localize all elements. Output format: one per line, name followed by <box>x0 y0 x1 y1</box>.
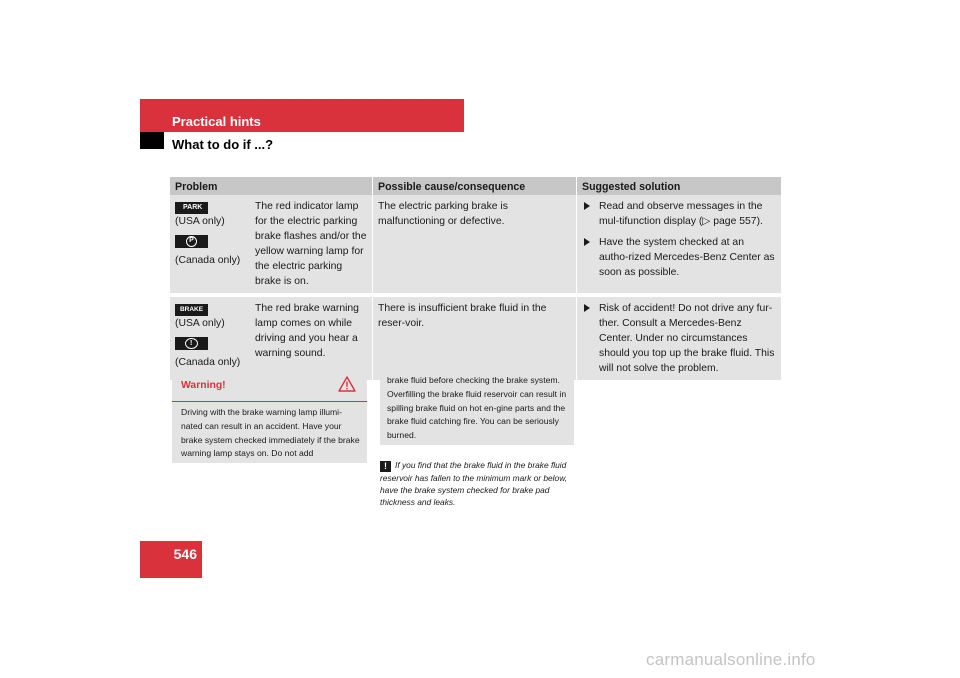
region-label: (Canada only) <box>175 255 241 266</box>
page-number: 546 <box>173 546 197 562</box>
region-label: (USA only) <box>175 318 225 329</box>
brake-warning-circle-icon: ! <box>175 337 208 350</box>
solution-item: Read and observe messages in the mul-tifunction display (▷ page 557). <box>582 199 776 229</box>
indicator-lamp-cell <box>170 195 250 293</box>
brake-lamp-icon: BRAKE <box>175 304 208 316</box>
table-header-row <box>170 177 781 195</box>
solution-cell <box>576 293 781 380</box>
caution-note-text: If you find that the brake fluid in the brake fluid reservoir has fallen to the minimum mark or below, have the brake system checked for brake pad thickness and leaks. <box>380 460 568 507</box>
warning-triangle-icon <box>338 376 356 392</box>
bullet-arrow-icon <box>584 202 590 210</box>
column-header-solution: Suggested solution <box>576 177 781 195</box>
bullet-arrow-icon <box>584 304 590 312</box>
indicator-lamp-cell <box>170 293 250 380</box>
region-label: (USA only) <box>175 216 225 227</box>
solution-item: Have the system checked at an autho-rized Mercedes-Benz Center as soon as possible. <box>582 235 776 280</box>
warning-title: Warning! <box>181 380 226 391</box>
warning-divider <box>172 401 367 402</box>
column-header-problem: Problem <box>170 177 372 195</box>
problem-cell: The red indicator lamp for the electric parking brake flashes and/or the yellow warning lamp for the electric parking brake is on. <box>250 195 372 293</box>
exclamation-icon: ! <box>380 461 391 472</box>
warning-box <box>172 369 367 463</box>
cause-cell: There is insufficient brake fluid in the reser-voir. <box>372 293 576 380</box>
table-row <box>170 293 781 380</box>
warning-continuation-box <box>380 368 574 445</box>
park-lamp-icon: PARK <box>175 202 208 214</box>
subsection-title: What to do if ...? <box>172 137 274 152</box>
problem-cell: The red brake warning lamp comes on while driving and you hear a warning sound. <box>250 293 372 380</box>
site-watermark: carmanualsonline.info <box>646 650 816 669</box>
table-row <box>170 195 781 293</box>
column-header-cause: Possible cause/consequence <box>372 177 576 195</box>
section-title: Practical hints <box>172 114 261 129</box>
header-tab-marker <box>140 132 164 149</box>
solution-cell <box>576 195 781 293</box>
problem-table <box>170 177 781 380</box>
warning-text: Driving with the brake warning lamp illumi-nated can result in an accident. Have your brake system checked immediately if the brake warning lamp stays on. Do not add <box>181 407 360 459</box>
cause-cell: The electric parking brake is malfunctioning or defective. <box>372 195 576 293</box>
caution-note <box>380 459 576 508</box>
solution-item: Risk of accident! Do not drive any fur-ther. Consult a Mercedes-Benz Center. Under no circumstances should you top up the brake fluid. This will not solve the problem. <box>582 301 776 376</box>
region-label: (Canada only) <box>175 357 241 368</box>
page-number-box <box>140 541 202 578</box>
parking-brake-circle-icon: P <box>175 235 208 248</box>
bullet-arrow-icon <box>584 238 590 246</box>
warning-continuation-text: brake fluid before checking the brake system. Overfilling the brake fluid reservoir can result in spilling brake fluid on hot en-gine parts and the brake fluid catching fire. You can be seriously burned. <box>387 375 567 441</box>
